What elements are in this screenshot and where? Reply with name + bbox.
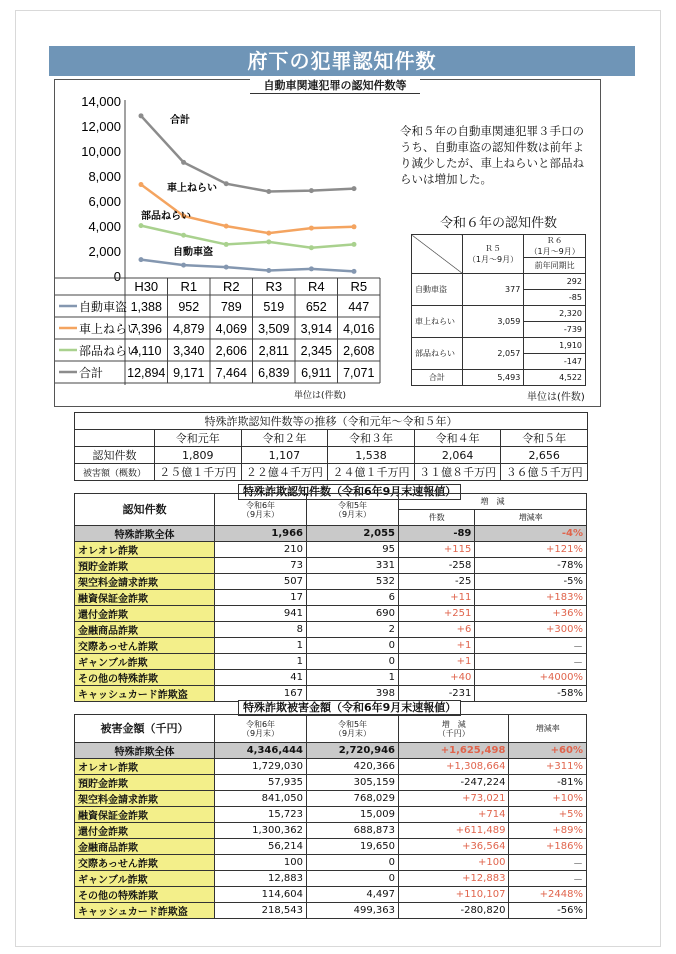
data-label: 952 [178, 300, 200, 314]
amount-col-rate: 増減率 [509, 715, 587, 743]
data-label: 6,911 [301, 366, 332, 380]
y-tick-label: 6,000 [88, 194, 121, 209]
amount-diff-cell: -247,224 [399, 775, 509, 791]
amount-r5-cell: 4,497 [307, 887, 399, 903]
x-tick-label: R3 [265, 279, 283, 294]
r6-r5-value: 2,057 [462, 338, 524, 370]
amount-total-r6: 4,346,444 [215, 743, 307, 759]
y-tick-label: 0 [113, 269, 121, 284]
count-r5-cell: 2 [307, 622, 399, 638]
count-label-header: 認知件数 [75, 494, 215, 526]
r6-header-r5: Ｒ５ （1月～9月） [462, 235, 524, 274]
amount-diff-cell: +714 [399, 807, 509, 823]
count-r5-cell: 95 [307, 542, 399, 558]
year-header: 令和元年 [155, 430, 242, 447]
r6-total-r6: 4,522 [524, 370, 586, 386]
x-tick-label: R4 [307, 279, 325, 294]
fraud-amount-table [74, 714, 587, 919]
year-header: 令和３年 [328, 430, 415, 447]
amount-r6-cell: 1,300,362 [215, 823, 307, 839]
data-point [139, 257, 144, 262]
data-label: 4,016 [343, 322, 375, 336]
count-row [75, 606, 587, 622]
count-total-diff: -89 [399, 526, 475, 542]
data-point [309, 226, 314, 231]
count-diff-cell: -231 [399, 686, 475, 702]
count-r6-cell: 507 [215, 574, 307, 590]
r6-r6-value: 1,910 [524, 338, 586, 354]
r6-r5-value: 377 [462, 274, 524, 306]
amount-total-r5: 2,720,946 [307, 743, 399, 759]
count-r5-cell: 0 [307, 638, 399, 654]
amount-r6-cell: 114,604 [215, 887, 307, 903]
r6-diff-value: -147 [524, 354, 586, 370]
x-tick-label: R2 [222, 279, 240, 294]
legend-label: 車上ねらい [79, 322, 140, 336]
series-annotation: 自動車盗 [173, 247, 213, 258]
amount-row-label: 架空料金請求詐欺 [75, 791, 215, 807]
amount-r6-cell: 56,214 [215, 839, 307, 855]
amount-row-label: 交際あっせん詐欺 [75, 855, 215, 871]
amount-row-label: ギャンブル詐欺 [75, 871, 215, 887]
chart-title: 自動車関連犯罪の認知件数等 [250, 79, 420, 94]
data-point [224, 224, 229, 229]
series-line-0 [141, 260, 354, 272]
data-label: 9,171 [173, 366, 205, 380]
data-label: 4,069 [215, 322, 247, 336]
y-tick-label: 10,000 [81, 144, 121, 159]
legend-label: 部品ねらい [79, 344, 140, 358]
amount-label-header: 被害金額（千円） [75, 715, 215, 743]
data-label: 7,071 [343, 366, 375, 380]
count-row [75, 670, 587, 686]
data-point [309, 266, 314, 271]
data-point [139, 182, 144, 187]
count-row [75, 654, 587, 670]
amount-cell: ２２億４千万円 [241, 464, 328, 481]
count-section-title: 特殊詐欺認知件数（令和6年9月末速報値） [238, 484, 461, 500]
amount-row [75, 855, 587, 871]
count-r5-cell: 6 [307, 590, 399, 606]
data-label: 12,894 [127, 366, 166, 380]
amount-cell: ２５億１千万円 [155, 464, 242, 481]
count-row-label: 架空料金請求詐欺 [75, 574, 215, 590]
count-row [75, 622, 587, 638]
series-line-3 [141, 116, 354, 192]
amount-diff-cell: -280,820 [399, 903, 509, 919]
count-row-label: 融資保証金詐欺 [75, 590, 215, 606]
count-r6-cell: 8 [215, 622, 307, 638]
amount-diff-cell: +100 [399, 855, 509, 871]
data-label: 2,345 [300, 344, 332, 358]
r6-diff-value: -85 [524, 290, 586, 306]
count-cell: 1,107 [241, 447, 328, 464]
chart-unit-label: 単位は(件数) [294, 391, 347, 401]
data-point [224, 242, 229, 247]
count-diff-cell: -25 [399, 574, 475, 590]
amount-row-label: キャッシュカード詐欺盗 [75, 903, 215, 919]
data-point [266, 231, 271, 236]
amount-row [75, 807, 587, 823]
amount-r6-cell: 218,543 [215, 903, 307, 919]
data-point [266, 239, 271, 244]
count-row [75, 542, 587, 558]
legend-label: 合計 [79, 366, 104, 380]
amount-row-label: 金融商品詐欺 [75, 839, 215, 855]
x-tick-label: R5 [350, 279, 368, 294]
data-point [139, 113, 144, 118]
data-point [266, 189, 271, 194]
amount-diff-cell: +73,021 [399, 791, 509, 807]
amount-row-label: 融資保証金詐欺 [75, 807, 215, 823]
count-row-label: オレオレ詐欺 [75, 542, 215, 558]
data-label: 2,608 [343, 344, 375, 358]
x-tick-label: H30 [134, 279, 159, 294]
count-total-label: 特殊詐欺全体 [75, 526, 215, 542]
fraud-count-table [74, 493, 587, 702]
data-label: 2,811 [258, 344, 289, 358]
count-r5-cell: 532 [307, 574, 399, 590]
data-point [181, 160, 186, 165]
count-row [75, 638, 587, 654]
r6-diff-value: -739 [524, 322, 586, 338]
count-total-rate: -4% [475, 526, 587, 542]
amount-row-label: 預貯金詐欺 [75, 775, 215, 791]
count-row-label: キャッシュカード詐欺盗 [75, 686, 215, 702]
count-diff-cell: +40 [399, 670, 475, 686]
r6-table-title: 令和６年の認知件数 [440, 216, 558, 231]
amount-r5-cell: 19,650 [307, 839, 399, 855]
data-point [266, 268, 271, 273]
amount-row [75, 871, 587, 887]
count-cell: 1,538 [328, 447, 415, 464]
amount-r5-cell: 420,366 [307, 759, 399, 775]
count-r5-cell: 398 [307, 686, 399, 702]
count-col-change: 増 減 [399, 494, 587, 510]
series-annotation: 部品ねらい [141, 211, 191, 222]
data-point [181, 263, 186, 268]
amount-col-r5: 令和5年 （9月末） [307, 715, 399, 743]
count-row-label: 還付金詐欺 [75, 606, 215, 622]
amount-r6-cell: 100 [215, 855, 307, 871]
amount-r6-cell: 57,935 [215, 775, 307, 791]
data-label: 789 [220, 300, 242, 314]
count-diff-cell: +1 [399, 638, 475, 654]
count-diff-cell: +6 [399, 622, 475, 638]
amount-rate-cell: － [509, 855, 587, 871]
y-tick-label: 4,000 [88, 219, 121, 234]
amount-r5-cell: 15,009 [307, 807, 399, 823]
series-annotation: 車上ねらい [167, 183, 217, 194]
year-header: 令和５年 [501, 430, 588, 447]
summary-note: 令和５年の自動車関連犯罪３手口のうち、自動車盗の認知件数は前年より減少したが、車上ねらいと部品ねらいは増加した。 [400, 124, 584, 186]
page-title: 府下の犯罪認知件数 [49, 46, 635, 76]
r6-row-label: 自動車盗 [412, 274, 463, 306]
data-label: 4,879 [173, 322, 205, 336]
count-col-r6: 令和6年 （9月末） [215, 494, 307, 526]
data-point [352, 242, 357, 247]
count-total-r6: 1,966 [215, 526, 307, 542]
y-tick-label: 14,000 [81, 95, 121, 109]
r6-row-label: 車上ねらい [412, 306, 463, 338]
r6-r6-value: 2,320 [524, 306, 586, 322]
amount-total-rate: +60% [509, 743, 587, 759]
count-rate-cell: +36% [475, 606, 587, 622]
amount-col-r6: 令和6年 （9月末） [215, 715, 307, 743]
data-label: 447 [348, 300, 370, 314]
amount-row [75, 887, 587, 903]
amount-rate-cell: +89% [509, 823, 587, 839]
amount-rate-cell: +5% [509, 807, 587, 823]
y-tick-label: 12,000 [81, 119, 121, 134]
amount-cell: ２４億１千万円 [328, 464, 415, 481]
count-col-rate: 増減率 [475, 510, 587, 526]
count-diff-cell: +251 [399, 606, 475, 622]
data-point [139, 223, 144, 228]
data-label: 3,914 [300, 322, 332, 336]
data-label: 4,110 [131, 344, 162, 358]
data-point [309, 245, 314, 250]
count-rate-cell: － [475, 654, 587, 670]
amount-r5-cell: 499,363 [307, 903, 399, 919]
count-rate-cell: +183% [475, 590, 587, 606]
data-label: 2,606 [215, 344, 247, 358]
amount-rate-cell: +2448% [509, 887, 587, 903]
count-row-label: 交際あっせん詐欺 [75, 638, 215, 654]
count-r5-cell: 0 [307, 654, 399, 670]
r6-total-r5: 5,493 [462, 370, 524, 386]
data-point [224, 181, 229, 186]
amount-row [75, 759, 587, 775]
year-header: 令和２年 [241, 430, 328, 447]
count-r6-cell: 210 [215, 542, 307, 558]
count-col-diff: 件数 [399, 510, 475, 526]
amount-total-label: 特殊詐欺全体 [75, 743, 215, 759]
data-point [352, 269, 357, 274]
data-label: 519 [263, 300, 285, 314]
amount-row-label: オレオレ詐欺 [75, 759, 215, 775]
amount-r5-cell: 688,873 [307, 823, 399, 839]
data-label: 652 [305, 300, 327, 314]
count-cell: 1,809 [155, 447, 242, 464]
amount-row [75, 775, 587, 791]
data-point [352, 224, 357, 229]
row-label: 認知件数 [75, 447, 155, 464]
count-diff-cell: -258 [399, 558, 475, 574]
count-r6-cell: 941 [215, 606, 307, 622]
data-point [352, 186, 357, 191]
amount-rate-cell: -56% [509, 903, 587, 919]
data-point [224, 265, 229, 270]
blank-cell [75, 430, 155, 447]
count-r5-cell: 331 [307, 558, 399, 574]
year-header: 令和４年 [414, 430, 501, 447]
amount-rate-cell: -81% [509, 775, 587, 791]
x-tick-label: R1 [180, 279, 198, 294]
amount-r5-cell: 768,029 [307, 791, 399, 807]
data-point [181, 233, 186, 238]
amount-row [75, 903, 587, 919]
count-cell: 2,064 [414, 447, 501, 464]
count-diff-cell: +115 [399, 542, 475, 558]
amount-diff-cell: +12,883 [399, 871, 509, 887]
amount-rate-cell: +186% [509, 839, 587, 855]
r6-count-table [411, 234, 586, 386]
amount-r6-cell: 15,723 [215, 807, 307, 823]
amount-rate-cell: +10% [509, 791, 587, 807]
r6-row-label: 部品ねらい [412, 338, 463, 370]
count-rate-cell: -78% [475, 558, 587, 574]
amount-r6-cell: 841,050 [215, 791, 307, 807]
count-r6-cell: 17 [215, 590, 307, 606]
count-rate-cell: － [475, 638, 587, 654]
line-chart [55, 95, 400, 405]
amount-total-diff: +1,625,498 [399, 743, 509, 759]
count-r6-cell: 41 [215, 670, 307, 686]
data-label: 3,509 [258, 322, 290, 336]
count-diff-cell: +11 [399, 590, 475, 606]
amount-cell: ３６億５千万円 [501, 464, 588, 481]
amount-row [75, 791, 587, 807]
count-col-r5: 令和5年 （9月末） [307, 494, 399, 526]
count-total-r5: 2,055 [307, 526, 399, 542]
data-label: 1,388 [130, 300, 162, 314]
amount-diff-cell: +611,489 [399, 823, 509, 839]
data-label: 7,396 [130, 322, 162, 336]
count-row-label: 金融商品詐欺 [75, 622, 215, 638]
count-row-label: その他の特殊詐欺 [75, 670, 215, 686]
count-r6-cell: 167 [215, 686, 307, 702]
count-rate-cell: +4000% [475, 670, 587, 686]
amount-diff-cell: +1,308,664 [399, 759, 509, 775]
count-rate-cell: -5% [475, 574, 587, 590]
r6-header-yoy: 前年同期比 [524, 258, 586, 274]
count-rate-cell: +300% [475, 622, 587, 638]
row-label: 被害額（概数） [75, 464, 155, 481]
count-diff-cell: +1 [399, 654, 475, 670]
amount-rate-cell: － [509, 871, 587, 887]
amount-row [75, 823, 587, 839]
amount-row [75, 839, 587, 855]
amount-diff-cell: +36,564 [399, 839, 509, 855]
amount-diff-cell: +110,107 [399, 887, 509, 903]
fraud-trend-table [74, 412, 588, 481]
series-annotation: 合計 [170, 115, 190, 126]
r6-r5-value: 3,059 [462, 306, 524, 338]
amount-section-title: 特殊詐欺被害金額（令和6年9月末速報値） [238, 700, 461, 716]
data-point [309, 188, 314, 193]
count-r5-cell: 690 [307, 606, 399, 622]
count-row [75, 590, 587, 606]
r6-corner-cell [412, 235, 463, 274]
amount-row-label: その他の特殊詐欺 [75, 887, 215, 903]
data-label: 6,839 [258, 366, 290, 380]
amount-col-diff: 増 減 （千円） [399, 715, 509, 743]
count-row-label: 預貯金詐欺 [75, 558, 215, 574]
count-row [75, 558, 587, 574]
fraud-trend-title: 特殊詐欺認知件数等の推移（令和元年～令和５年） [75, 413, 588, 430]
legend-label: 自動車盗 [79, 300, 128, 314]
amount-cell: ３１億８千万円 [414, 464, 501, 481]
count-rate-cell: +121% [475, 542, 587, 558]
count-r6-cell: 73 [215, 558, 307, 574]
data-label: 7,464 [215, 366, 247, 380]
count-r6-cell: 1 [215, 638, 307, 654]
count-row [75, 574, 587, 590]
count-cell: 2,656 [501, 447, 588, 464]
r6-r6-value: 292 [524, 274, 586, 290]
amount-r5-cell: 0 [307, 871, 399, 887]
count-rate-cell: -58% [475, 686, 587, 702]
amount-r6-cell: 1,729,030 [215, 759, 307, 775]
amount-rate-cell: +311% [509, 759, 587, 775]
y-tick-label: 8,000 [88, 169, 121, 184]
y-tick-label: 2,000 [88, 244, 121, 259]
r6-total-label: 合計 [412, 370, 463, 386]
count-r5-cell: 1 [307, 670, 399, 686]
amount-r5-cell: 305,159 [307, 775, 399, 791]
r6-unit-label: 単位は(件数) [527, 392, 585, 403]
count-row-label: ギャンブル詐欺 [75, 654, 215, 670]
count-r6-cell: 1 [215, 654, 307, 670]
r6-header-r6: Ｒ６ （1月～9月） [524, 235, 586, 258]
data-label: 3,340 [173, 344, 205, 358]
amount-row-label: 還付金詐欺 [75, 823, 215, 839]
amount-r5-cell: 0 [307, 855, 399, 871]
amount-r6-cell: 12,883 [215, 871, 307, 887]
